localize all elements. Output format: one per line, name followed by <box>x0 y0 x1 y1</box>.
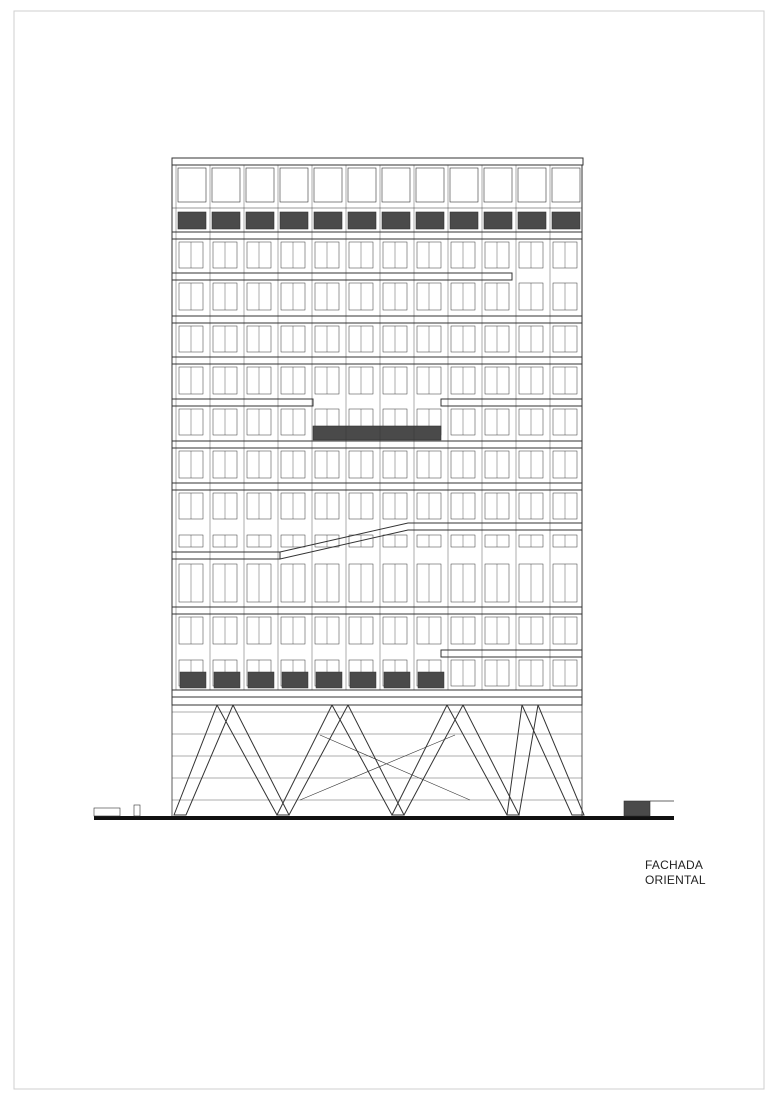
rooftop-dark-panel <box>552 212 580 229</box>
dark-spandrel-panel <box>350 672 376 688</box>
floor-slab <box>172 357 582 364</box>
diagrid-leg-right <box>522 705 584 815</box>
escalator-line <box>300 735 455 800</box>
floor-slab <box>441 399 582 406</box>
dark-spandrel-panel <box>418 672 444 688</box>
dark-spandrel-panel <box>384 672 410 688</box>
diagrid-leg-left <box>507 705 538 815</box>
rooftop-frame <box>212 168 240 202</box>
escalator-line <box>320 735 470 800</box>
floor-slab <box>172 552 280 559</box>
ground-line <box>94 801 674 820</box>
dark-spandrel-panel <box>180 672 206 688</box>
rooftop-dark-panel <box>314 212 342 229</box>
rooftop-dark-panel <box>484 212 512 229</box>
rooftop-frame <box>484 168 512 202</box>
sloped-ramp-slab <box>280 523 582 559</box>
floor-slab <box>172 273 512 280</box>
rooftop-dark-panel <box>416 212 444 229</box>
rooftop-frame <box>518 168 546 202</box>
rooftop-frame <box>552 168 580 202</box>
floor-slab <box>172 399 313 406</box>
floor-slab <box>172 483 582 490</box>
diagrid-leg-right <box>217 705 289 815</box>
drawing-caption <box>645 858 765 888</box>
diagrid-podium <box>172 697 584 817</box>
diagrid-leg-right <box>447 705 519 815</box>
floor-slab <box>441 650 582 657</box>
caption-line-2: ORIENTAL <box>645 873 706 887</box>
dark-spandrel-panel <box>248 672 274 688</box>
caption-line-1: FACHADA <box>645 858 704 872</box>
roof-slab <box>172 158 583 165</box>
site-bollard <box>134 805 140 816</box>
rooftop-dark-panel <box>178 212 206 229</box>
rooftop-frame <box>178 168 206 202</box>
floor-slab <box>172 607 582 614</box>
rooftop-frame <box>382 168 410 202</box>
site-bench-left <box>94 808 120 816</box>
rooftop-dark-panel <box>246 212 274 229</box>
floor-slab <box>172 690 582 697</box>
rooftop-dark-panel <box>280 212 308 229</box>
rooftop-dark-panel <box>450 212 478 229</box>
rooftop-frame <box>246 168 274 202</box>
floor-slab <box>172 441 582 448</box>
rooftop-frame <box>450 168 478 202</box>
building-facade <box>172 158 583 705</box>
diagrid-leg-right <box>332 705 404 815</box>
rooftop-dark-panel <box>348 212 376 229</box>
diagrid-leg-left <box>392 705 463 815</box>
ground-base <box>94 816 674 820</box>
sheet-border <box>14 11 764 1089</box>
rooftop-dark-panel <box>212 212 240 229</box>
diagrid-leg-left <box>174 705 233 815</box>
site-kiosk <box>624 801 650 816</box>
rooftop-dark-panel <box>382 212 410 229</box>
diagrid-leg-left <box>277 705 348 815</box>
floor-slab <box>172 316 582 323</box>
rooftop-frame <box>280 168 308 202</box>
rooftop-frame <box>314 168 342 202</box>
dark-spandrel-panel <box>282 672 308 688</box>
rooftop-frame <box>416 168 444 202</box>
dark-glazing-band <box>313 426 441 440</box>
rooftop-dark-panel <box>518 212 546 229</box>
dark-spandrel-panel <box>316 672 342 688</box>
floor-slab <box>172 232 582 239</box>
dark-spandrel-panel <box>214 672 240 688</box>
rooftop-frame <box>348 168 376 202</box>
